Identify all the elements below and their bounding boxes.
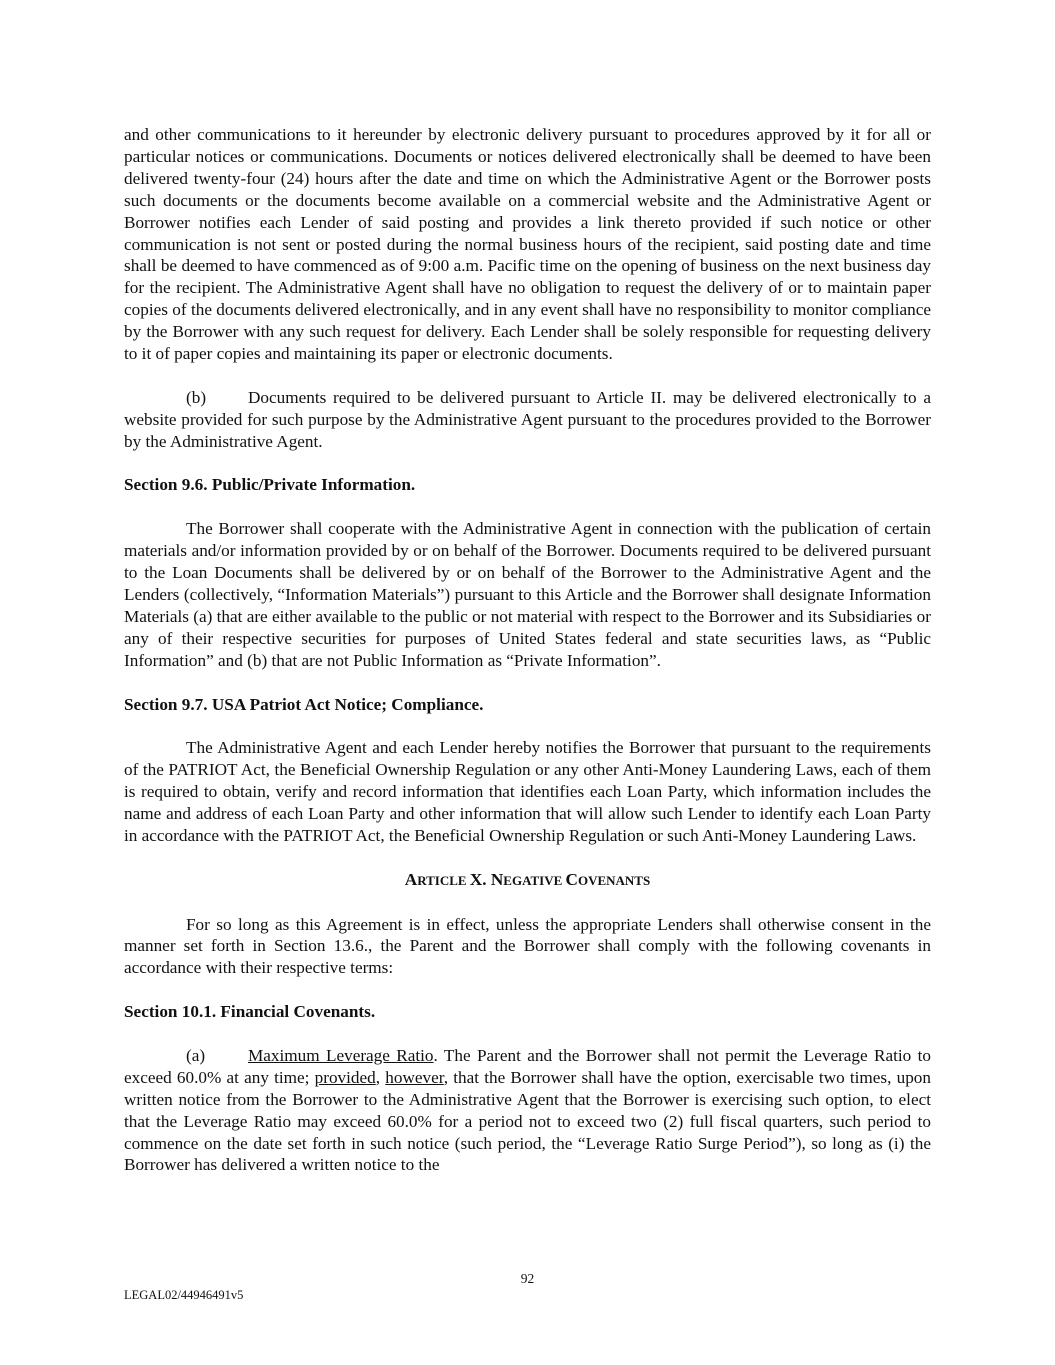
paragraph-a-text-1: . The Parent and the Borrower shall not permit the Leverage Ratio to exceed 60.0% at any time; <box>124 1045 931 1087</box>
provided-term: provided <box>314 1067 376 1087</box>
paragraph-a-title: Maximum Leverage Ratio <box>248 1045 434 1065</box>
section-9-7-paragraph: The Administrative Agent and each Lender hereby notifies the Borrower that pursuant to the requirements of the PATRIOT Act, the Beneficial Ownership Regulation or any other Anti-Money Laundering Laws, each of them is required to obtain, verify and record information that identifies each Loan Party, which information includes the name and address of each Loan Party and other information that will allow such Lender to identify each Loan Party in accordance with the PATRIOT Act, the Beneficial Ownership Regulation or such Anti-Money Laundering Laws. <box>124 738 931 845</box>
article-heading-part: EGATIVE <box>503 872 566 888</box>
paragraph-b-text: Documents required to be delivered pursuant to Article II. may be delivered electronically to a website provided for such purpose by the Administrative Agent pursuant to the procedures provided to the Borrower by the Administrative Agent. <box>124 387 931 451</box>
paragraph-b-label: (b) <box>186 387 207 407</box>
section-9-6-paragraph: The Borrower shall cooperate with the Administrative Agent in connection with the publication of certain materials and/or information provided by or on behalf of the Borrower. Documents required to be delivered pursuant to the Loan Documents shall be delivered by or on behalf of the Borrower to the Administrative Agent and the Lenders (collectively, “Information Materials”) pursuant to this Article and the Borrower shall designate Information Materials (a) that are either available to the public or not material with respect to the Borrower and its Subsidiaries or any of their respective securities for purposes of United States federal and state securities laws, as “Public Information” and (b) that are not Public Information as “Private Information”. <box>124 519 931 670</box>
paragraph-b <box>124 387 931 453</box>
section-10-1-paragraph-a <box>124 1045 931 1176</box>
page-number: 92 <box>520 1271 535 1286</box>
article-x-paragraph: For so long as this Agreement is in effect, unless the appropriate Lenders shall otherwise consent in the manner set forth in Section 13.6., the Parent and the Borrower shall comply with the following covenants in accordance with their respective terms: <box>124 914 931 978</box>
section-9-6-heading: Section 9.6. Public/Private Information. <box>124 475 416 495</box>
document-page <box>124 124 931 1176</box>
paragraph-a-comma: , <box>375 1067 386 1087</box>
article-heading-part: C <box>565 869 578 889</box>
article-heading-part: A <box>404 869 418 889</box>
continuation-paragraph: and other communications to it hereunder by electronic delivery pursuant to procedures approved by it for all or particular notices or communications. Documents or notices delivered electronically shall be deemed to have been delivered twenty-four (24) hours after the date and time on which the Administrative Agent or the Borrower posts such documents or the documents become available on a commercial website and the Administrative Agent or Borrower notifies each Lender of said posting and provides a link thereto provided if such notice or other communication is not sent or posted during the normal business hours of the recipient, said posting date and time shall be deemed to have commenced as of 9:00 a.m. Pacific time on the opening of business on the next business day for the recipient. The Administrative Agent shall have no obligation to request the delivery of or to maintain paper copies of the documents delivered electronically, and in any event shall have no responsibility to monitor compliance by the Borrower with any such request for delivery. Each Lender shall be solely responsible for requesting delivery to it of paper copies and maintaining its paper or electronic documents. <box>124 125 931 364</box>
article-heading-part: X. N <box>469 869 504 889</box>
section-9-7-heading: Section 9.7. USA Patriot Act Notice; Compliance. <box>124 694 484 714</box>
paragraph-a-text-2: , that the Borrower shall have the option, exercisable two times, upon written notice from the Borrower to the Administrative Agent that the Borrower is exercising such option, to elect that the Leverage Ratio may exceed 60.0% for a period not to exceed two (2) full fiscal quarters, such period to commence on the date set forth in such notice (such period, the “Leverage Ratio Surge Period”), so long as (i) the Borrower has delivered a written notice to the <box>124 1067 931 1175</box>
however-term: however <box>385 1067 444 1087</box>
section-10-1-heading: Section 10.1. Financial Covenants. <box>124 1002 376 1022</box>
article-x-heading <box>124 869 931 892</box>
article-heading-part: OVENANTS <box>577 872 651 888</box>
article-heading-part: RTICLE <box>417 872 470 888</box>
document-id: LEGAL02/44946491v5 <box>124 1288 244 1302</box>
paragraph-a-label: (a) <box>186 1045 206 1065</box>
